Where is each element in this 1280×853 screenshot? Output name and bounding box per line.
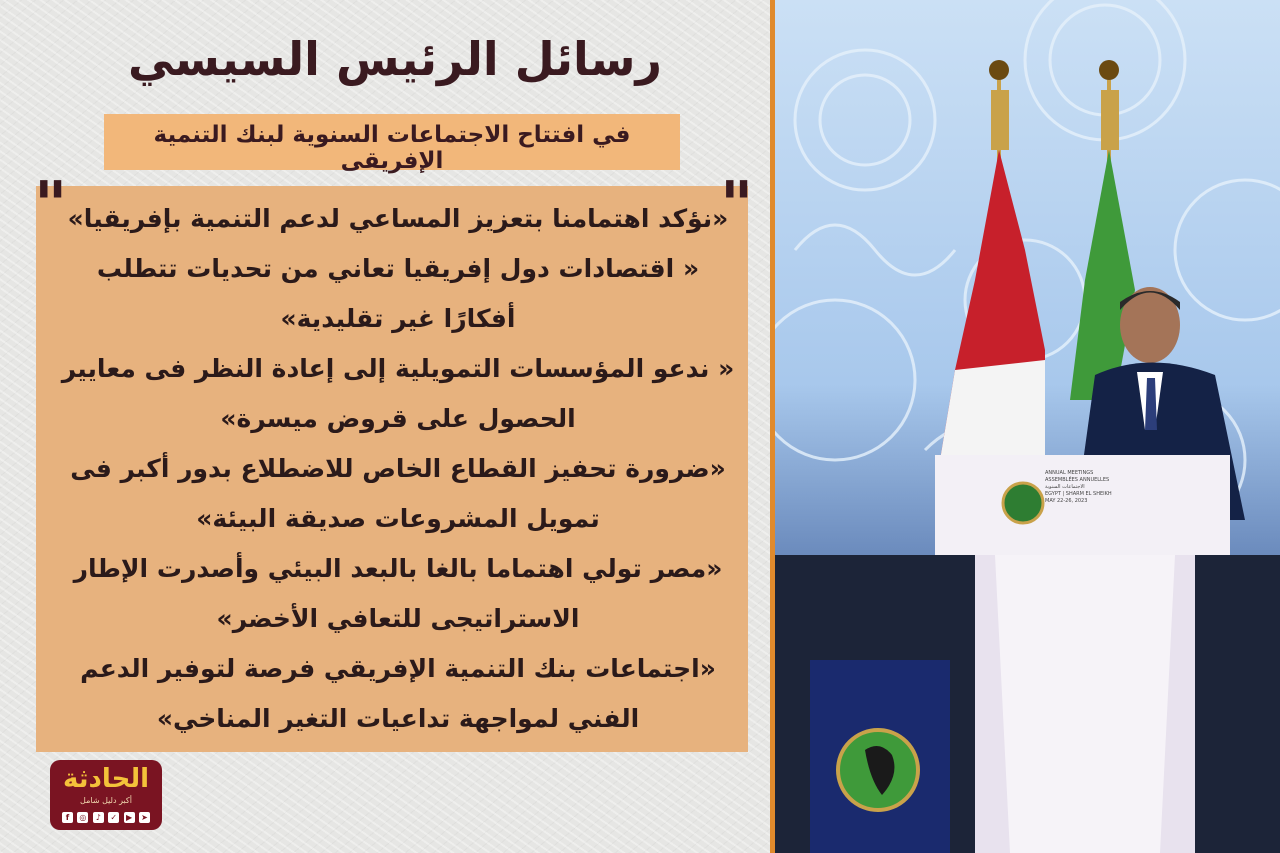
quotes-list bbox=[60, 194, 736, 744]
podium-banner bbox=[1045, 470, 1125, 505]
quote-item: « اقتصادات دول إفريقيا تعاني من تحديات تتطلب أفكارًا غير تقليدية» bbox=[96, 254, 700, 333]
page-subtitle: في افتتاح الاجتماعات السنوية لبنك التنمية الإفريقى bbox=[153, 122, 631, 174]
facebook-icon: f bbox=[62, 812, 73, 823]
quote-item: «اجتماعات بنك التنمية الإفريقي فرصة لتوفير الدعم الفني لمواجهة تداعيات التغير المناخي» bbox=[80, 654, 716, 733]
tiktok-icon: ♪ bbox=[93, 812, 104, 823]
banner-line: MAY 22-26, 2023 bbox=[1045, 498, 1088, 504]
telegram-icon: ➤ bbox=[139, 812, 150, 823]
banner-line: ANNUAL MEETINGS bbox=[1045, 470, 1094, 476]
twitter-icon: ✓ bbox=[108, 812, 119, 823]
banner-line: ASSEMBLÉES ANNUELLES bbox=[1045, 477, 1110, 483]
afdb-emblem-box bbox=[810, 660, 950, 853]
quote-item: «ضرورة تحفيز القطاع الخاص للاضطلاع بدور أكبر فى تمويل المشروعات صديقة البيئة» bbox=[70, 454, 726, 533]
youtube-icon: ▶ bbox=[124, 812, 135, 823]
speech-photo bbox=[775, 0, 1280, 853]
quote-item: «نؤكد اهتمامنا بتعزيز المساعي لدعم التنمية بإفريقيا» bbox=[67, 204, 729, 233]
quote-mark-open: " bbox=[720, 169, 754, 243]
quote-mark-close: " bbox=[34, 169, 68, 243]
quote-item: «مصر تولي اهتماما بالغا بالبعد البيئي وأصدرت الإطار الاستراتيجى للتعافي الأخضر» bbox=[73, 554, 723, 633]
social-icons bbox=[62, 810, 150, 824]
quote-item: « ندعو المؤسسات التمويلية إلى إعادة النظر فى معايير الحصول على قروض ميسرة» bbox=[61, 354, 735, 433]
instagram-icon: ◎ bbox=[77, 812, 88, 823]
page-title: رسائل الرئيس السيسي bbox=[127, 32, 663, 86]
podium bbox=[935, 455, 1235, 853]
brand-logo-name: الحادثة bbox=[62, 764, 150, 794]
banner-line: الاجتماعات السنوية bbox=[1045, 484, 1085, 490]
brand-logo-tagline: أكبر دليل شامل bbox=[80, 796, 132, 805]
banner-line: EGYPT | SHARM EL SHEIKH bbox=[1045, 491, 1112, 497]
